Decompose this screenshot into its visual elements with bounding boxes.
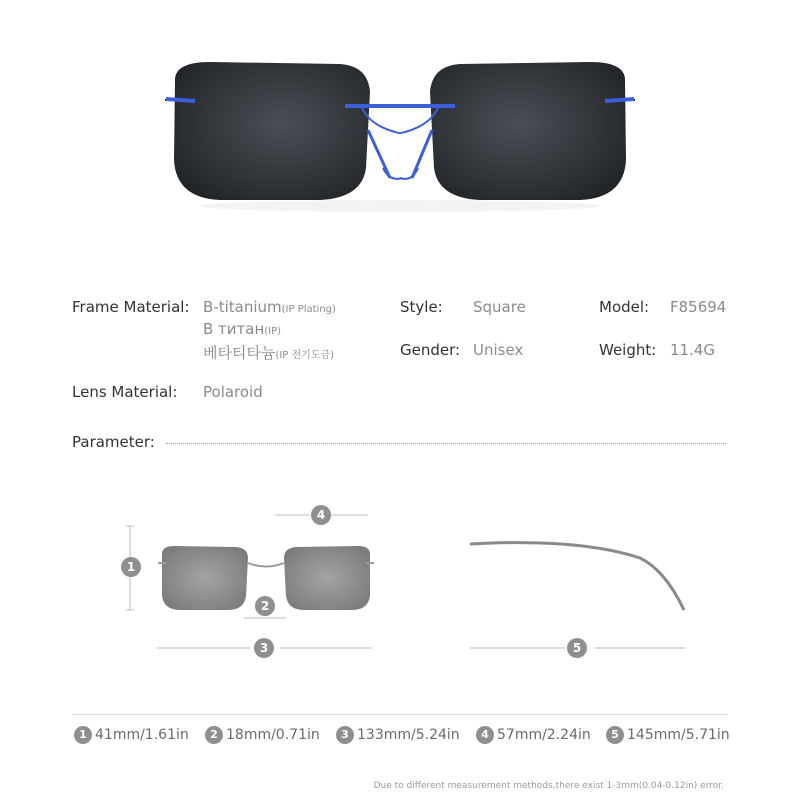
measurement-3-badge: 3	[336, 726, 354, 744]
frame-material-line2: B титан	[203, 320, 265, 338]
frame-material-value-1	[203, 298, 336, 316]
style-value: Square	[473, 298, 526, 316]
weight-value: 11.4G	[670, 341, 716, 359]
parameter-label: Parameter:	[72, 433, 155, 451]
frame-material-value-3	[203, 342, 334, 363]
marker-3: 3	[254, 638, 274, 658]
measurement-2	[205, 726, 320, 744]
measurement-1-text: 41mm/1.61in	[95, 727, 189, 743]
measurement-4-badge: 4	[476, 726, 494, 744]
measurement-3-text: 133mm/5.24in	[357, 727, 460, 743]
measurement-5-text: 145mm/5.71in	[627, 727, 730, 743]
frame-material-value-2	[203, 320, 281, 338]
product-photo-sunglasses	[150, 50, 650, 220]
front-view-diagram	[120, 500, 390, 660]
frame-material-line1-note: (IP Plating)	[281, 304, 336, 315]
style-label: Style:	[400, 298, 443, 316]
measurement-1-badge: 1	[74, 726, 92, 744]
lens-material-value: Polaroid	[203, 383, 263, 401]
frame-material-line3: 베타티타늄	[203, 344, 276, 362]
marker-2: 2	[255, 596, 275, 616]
gender-label: Gender:	[400, 341, 461, 359]
frame-material-line2-note: (IP)	[264, 326, 282, 337]
gender-value: Unisex	[473, 341, 524, 359]
measurements-separator	[72, 714, 728, 715]
frame-material-line3-note: (IP 전기도금)	[275, 350, 335, 361]
frame-material-label: Frame Material:	[72, 298, 190, 316]
measurement-3	[336, 726, 460, 744]
measurement-4	[476, 726, 591, 744]
marker-1: 1	[121, 557, 141, 577]
measurement-2-text: 18mm/0.71in	[226, 727, 320, 743]
lens-material-label: Lens Material:	[72, 383, 178, 401]
measurement-1	[74, 726, 189, 744]
frame-material-line1: B-titanium	[203, 298, 282, 316]
measurement-5	[606, 726, 730, 744]
model-label: Model:	[599, 298, 650, 316]
error-footnote: Due to different measurement methods,there exist 1-3mm(0.04-0.12in) error.	[373, 781, 724, 791]
measurement-2-badge: 2	[205, 726, 223, 744]
measurement-5-badge: 5	[606, 726, 624, 744]
parameter-dotted-line	[166, 443, 726, 444]
marker-5: 5	[567, 638, 587, 658]
model-value: F85694	[670, 298, 727, 316]
weight-label: Weight:	[599, 341, 657, 359]
marker-4: 4	[311, 505, 331, 525]
measurement-4-text: 57mm/2.24in	[497, 727, 591, 743]
